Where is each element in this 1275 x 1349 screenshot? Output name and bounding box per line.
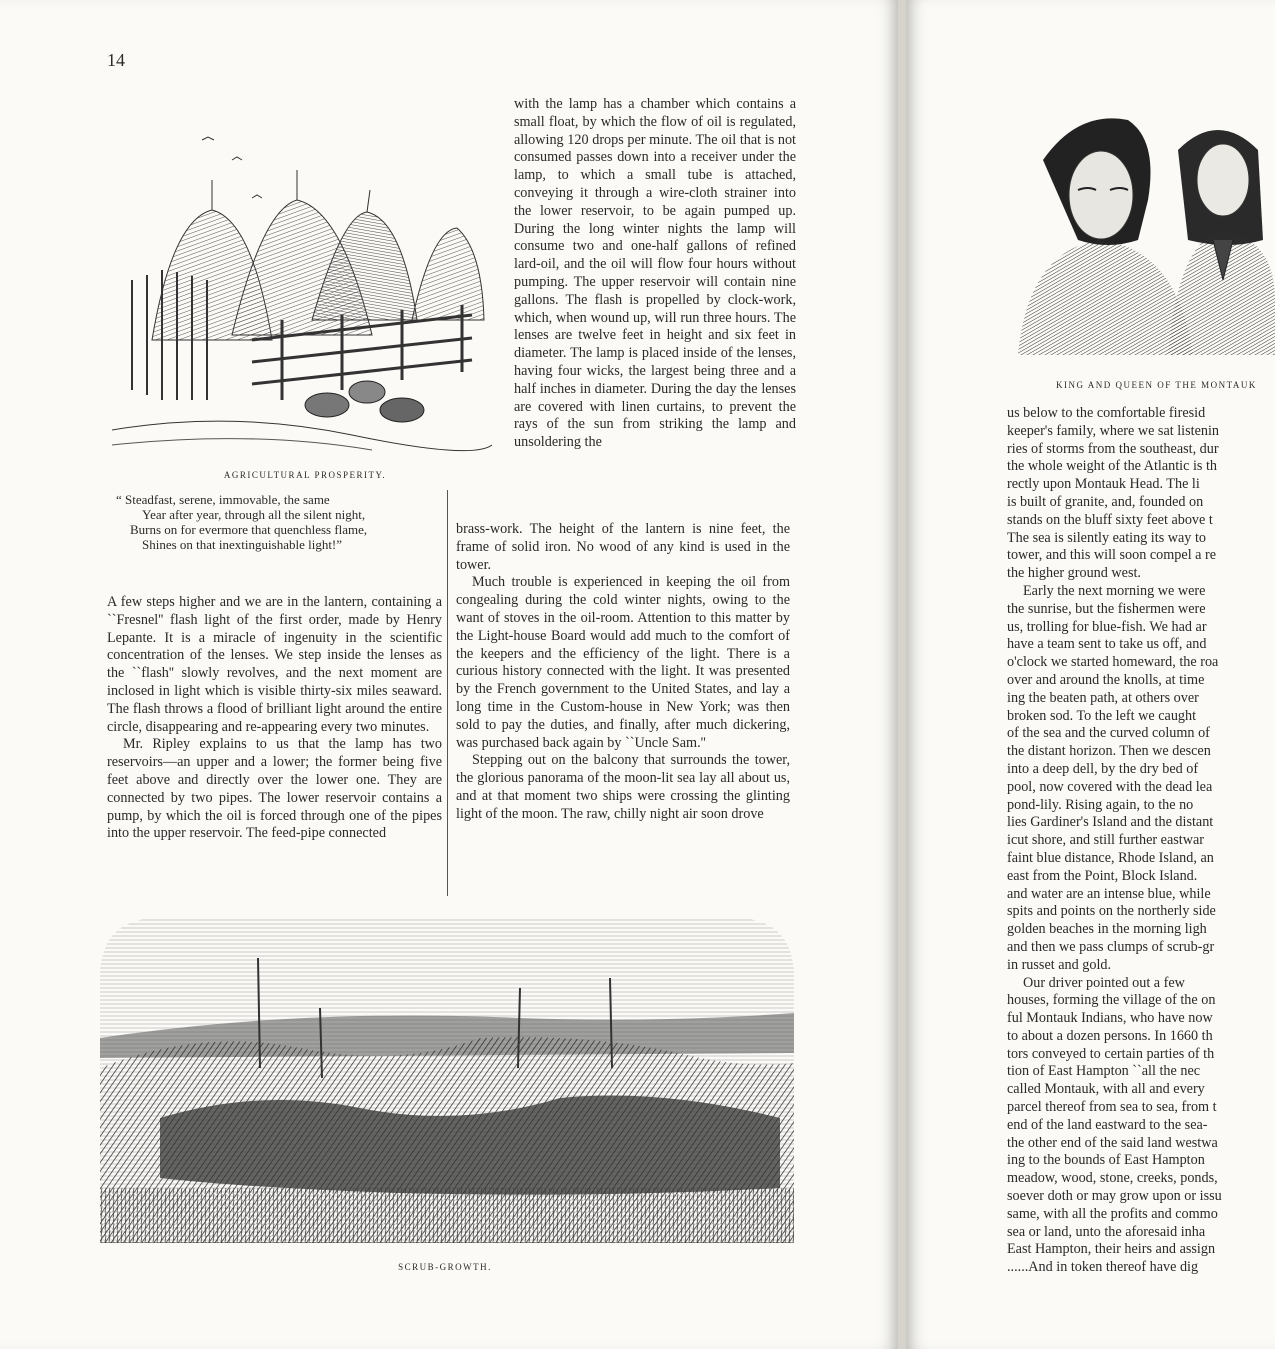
text-line: east from the Point, Block Island. bbox=[1007, 867, 1198, 884]
paragraph: Much trouble is experienced in keeping the oil from congealing during the cold winter nights, owing to the want of stoves in the oil-room. Attention to this matter by the Light-house Board would add much to the comfort of the keepers and the efficiency of the light. There is a curious history connected with the light. It was presented by the French government to the United States, and lay a long time in the Custom-house in New York; was then sold to pay the duties, and finally, after much dickering, was purchased back again by ``Uncle Sam.'' bbox=[456, 574, 790, 751]
illustration1-caption: AGRICULTURAL PROSPERITY. bbox=[223, 470, 387, 480]
paragraph: Stepping out on the balcony that surrounds the tower, the glorious panorama of the moon-lit sea lay all about us, and at that moment two ships were crossing the glinting light of the moon. The raw, chilly night air soon drove bbox=[456, 752, 790, 822]
illustration2-caption: SCRUB-GROWTH. bbox=[398, 1262, 492, 1272]
scrub-growth-engraving bbox=[100, 918, 794, 1243]
text-line: us below to the comfortable firesid bbox=[1007, 405, 1206, 421]
scrub-illustration bbox=[100, 918, 794, 1243]
text-line: the higher ground west. bbox=[1007, 565, 1141, 582]
paragraph: A few steps higher and we are in the lantern, containing a ``Fresnel'' flash light of the first order, made by Henry Lepante. It is a miracle of ingenuity in the scientific concentration of the lenses. We step inside the lenses as the ``flash'' slowly revolves, and the next moment are inclosed in light which is visible thirty-six miles seaward. The flash throws a flood of brilliant light around the entire circle, disappearing and re-appearing every two minutes. bbox=[107, 594, 442, 735]
haystacks-and-ducks-engraving bbox=[112, 100, 492, 462]
text-line: lies Gardiner's Island and the distant bbox=[1007, 814, 1214, 831]
column-rule bbox=[447, 490, 448, 896]
portrait-engraving bbox=[1018, 100, 1275, 355]
text-line: called Montauk, with all and every bbox=[1007, 1081, 1205, 1098]
text-line: over and around the knolls, at time bbox=[1007, 671, 1205, 688]
text-line: same, with all the profits and commo bbox=[1007, 1205, 1218, 1222]
text-line: the distant horizon. Then we descen bbox=[1007, 743, 1211, 760]
text-line: parcel thereof from sea to sea, from t bbox=[1007, 1099, 1217, 1116]
text-line: and then we pass clumps of scrub-gr bbox=[1007, 938, 1215, 955]
poem-line: Shines on that inextinguishable light!” bbox=[142, 537, 343, 552]
text-line: pond-lily. Rising again, to the no bbox=[1007, 796, 1194, 813]
text-line: sea or land, unto the aforesaid inha bbox=[1007, 1223, 1206, 1240]
text-line: ries of storms from the southeast, dur bbox=[1007, 440, 1219, 457]
text-line: icut shore, and still further eastwar bbox=[1007, 832, 1204, 849]
right-column-top bbox=[514, 96, 796, 452]
text-line: faint blue distance, Rhode Island, an bbox=[1007, 849, 1214, 866]
paragraph: with the lamp has a chamber which contains a small float, by which the flow of oil is regulated, allowing 120 drops per minute. The oil that is not consumed passes down into a receiver under the lamp, to which a small tube is attached, conveying it through a wire-cloth strainer into the lower reservoir, to be again pumped up. During the long winter nights the lamp will consume two and one-half gallons of refined lard-oil, and the oil will flow four hours without pumping. The upper reservoir will contain nine gallons. The flash is propelled by clock-work, which, when wound up, will run three hours. The lenses are twelve feet in height and six feet in diameter. The lamp is placed inside of the lenses, having four wicks, the largest being three and a half inches in diameter. During the day the lenses are covered with linen curtains, to prevent the rays of the sun from striking the lamp and unsoldering the bbox=[514, 96, 796, 451]
right-page-text bbox=[1007, 405, 1275, 1277]
text-line: The sea is silently eating its way to bbox=[1007, 529, 1206, 546]
text-line: stands on the bluff sixty feet above t bbox=[1007, 511, 1213, 528]
portrait-caption: KING AND QUEEN OF THE MONTAUK bbox=[1056, 380, 1257, 390]
paragraph: brass-work. The height of the lantern is nine feet, the frame of solid iron. No wood of any kind is used in the tower. bbox=[456, 521, 790, 573]
text-line: Our driver pointed out a few bbox=[1023, 974, 1185, 991]
poem-line: Burns on for evermore that quenchless flame, bbox=[130, 522, 368, 537]
text-line: o'clock we started homeward, the roa bbox=[1007, 654, 1219, 671]
text-line: end of the land eastward to the sea- bbox=[1007, 1116, 1208, 1133]
text-line: East Hampton, their heirs and assign bbox=[1007, 1241, 1216, 1258]
text-line: tion of East Hampton ``all the nec bbox=[1007, 1063, 1201, 1080]
text-line: us, trolling for blue-fish. We had ar bbox=[1007, 618, 1207, 635]
text-line: ing the beaten path, at others over bbox=[1007, 689, 1199, 706]
text-line: is built of granite, and, founded on bbox=[1007, 493, 1204, 510]
text-line: ......And in token thereof have dig bbox=[1007, 1259, 1199, 1276]
text-line: meadow, wood, stone, creeks, ponds, bbox=[1007, 1170, 1218, 1187]
book-gutter bbox=[898, 0, 906, 1349]
text-line: to about a dozen persons. In 1660 th bbox=[1007, 1027, 1213, 1044]
poem-line: “ Steadfast, serene, immovable, the same bbox=[116, 492, 330, 507]
page-number: 14 bbox=[107, 50, 125, 70]
text-line: the other end of the said land westwa bbox=[1007, 1134, 1218, 1151]
text-line: have a team sent to take us off, and bbox=[1007, 636, 1207, 653]
text-line: ing to the bounds of East Hampton bbox=[1007, 1152, 1205, 1169]
right-page bbox=[906, 0, 1275, 1349]
text-line: in russet and gold. bbox=[1007, 956, 1112, 973]
left-column-1 bbox=[107, 594, 442, 843]
text-line: of the sea and the curved column of bbox=[1007, 725, 1210, 742]
king-and-queen-portrait bbox=[1018, 100, 1275, 355]
poem-line: Year after year, through all the silent night, bbox=[142, 507, 366, 522]
text-line: and water are an intense blue, while bbox=[1007, 885, 1211, 902]
text-line: houses, forming the village of the on bbox=[1007, 992, 1216, 1009]
text-line: the sunrise, but the fishermen were bbox=[1007, 600, 1206, 617]
text-line: Early the next morning we were bbox=[1023, 582, 1206, 599]
text-line: pool, now covered with the dead lea bbox=[1007, 778, 1213, 795]
paragraph: Mr. Ripley explains to us that the lamp has two reservoirs—an upper and a lower; the former being five feet above and directly over the lower one. They are connected by two pipes. The lower reservoir contains a pump, by which the oil is forced through one of the pipes into the upper reservoir. The feed-pipe connected bbox=[107, 736, 442, 842]
text-line: ful Montauk Indians, who have now bbox=[1007, 1010, 1213, 1027]
poem bbox=[116, 492, 446, 552]
text-line: spits and points on the northerly side bbox=[1007, 903, 1216, 920]
text-line: soever doth or may grow upon or issu bbox=[1007, 1188, 1222, 1205]
text-line: broken sod. To the left we caught bbox=[1007, 707, 1197, 724]
text-line: keeper's family, where we sat listenin bbox=[1007, 422, 1220, 439]
haystack-illustration bbox=[112, 100, 492, 462]
right-column-bottom bbox=[456, 521, 790, 824]
text-line: the whole weight of the Atlantic is th bbox=[1007, 458, 1218, 475]
text-line: tower, and this will soon compel a re bbox=[1007, 547, 1217, 564]
text-line: into a deep dell, by the dry bed of bbox=[1007, 760, 1199, 777]
text-line: golden beaches in the morning ligh bbox=[1007, 921, 1207, 938]
text-line: tors conveyed to certain parties of th bbox=[1007, 1045, 1215, 1062]
text-line: rectly upon Montauk Head. The li bbox=[1007, 476, 1200, 493]
